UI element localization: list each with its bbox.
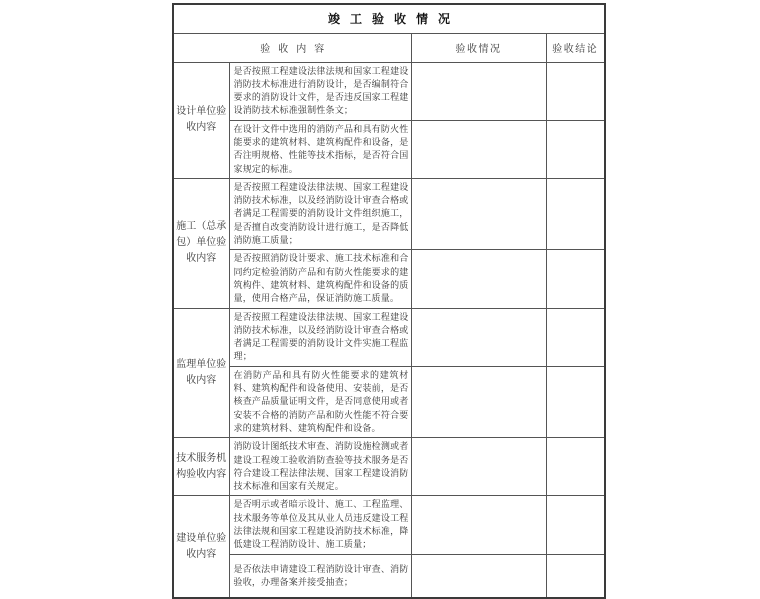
conclusion-cell xyxy=(546,438,605,496)
acceptance-item-text: 是否依法申请建设工程消防设计审查、消防验收，办理备案并接受抽查； xyxy=(229,554,411,598)
column-header-acceptance-content: 验收内容 xyxy=(173,33,411,62)
acceptance-item-text: 是否明示或者暗示设计、施工、工程监理、技术服务等单位及其从业人员违反建设工程法律法规和国家工程建设消防技术标准，降低建设工程消防设计、施工质量； xyxy=(229,496,411,554)
conclusion-cell xyxy=(546,554,605,598)
category-cell-technical-service-org: 技术服务机构验收内容 xyxy=(173,438,229,496)
conclusion-cell xyxy=(546,496,605,554)
acceptance-table xyxy=(172,3,606,599)
status-cell xyxy=(411,554,546,598)
document-title: 竣工验收情况 xyxy=(173,4,605,33)
status-cell xyxy=(411,438,546,496)
conclusion-cell xyxy=(546,308,605,366)
acceptance-item-text: 消防设计图纸技术审查、消防设施检测或者建设工程竣工验收消防查验等技术服务是否符合建设工程法律法规、国家工程建设消防技术标准和国家有关规定。 xyxy=(229,438,411,496)
column-header-acceptance-conclusion: 验收结论 xyxy=(546,33,605,62)
conclusion-cell xyxy=(546,178,605,249)
acceptance-item-text: 在消防产品和具有防火性能要求的建筑材料、建筑构配件和设备使用、安装前，是否核查产品质量证明文件，是否同意使用或者安装不合格的消防产品和防火性能不符合要求的建筑材料、建筑构配件和设备。 xyxy=(229,366,411,437)
conclusion-cell xyxy=(546,62,605,120)
conclusion-cell xyxy=(546,250,605,308)
conclusion-cell xyxy=(546,120,605,178)
acceptance-item-text: 是否按照工程建设法律法规和国家工程建设消防技术标准进行消防设计，是否编制符合要求的消防设计文件，是否违反国家工程建设消防技术标准强制性条文； xyxy=(229,62,411,120)
acceptance-item-text: 是否按照工程建设法律法规、国家工程建设消防技术标准，以及经消防设计审查合格或者满足工程需要的消防设计文件实施工程监理； xyxy=(229,308,411,366)
status-cell xyxy=(411,120,546,178)
status-cell xyxy=(411,250,546,308)
status-cell xyxy=(411,178,546,249)
column-header-acceptance-status: 验收情况 xyxy=(411,33,546,62)
status-cell xyxy=(411,308,546,366)
status-cell xyxy=(411,62,546,120)
category-cell-supervision-unit: 监理单位验收内容 xyxy=(173,308,229,438)
category-cell-design-unit: 设计单位验收内容 xyxy=(173,62,229,178)
acceptance-item-text: 在设计文件中选用的消防产品和具有防火性能要求的建筑材料、建筑构配件和设备，是否注明规格、性能等技术指标，是否符合国家规定的标准。 xyxy=(229,120,411,178)
category-cell-construction-contractor-unit: 施工（总承包）单位验收内容 xyxy=(173,178,229,308)
conclusion-cell xyxy=(546,366,605,437)
category-cell-client-unit: 建设单位验收内容 xyxy=(173,496,229,598)
acceptance-item-text: 是否按照消防设计要求、施工技术标准和合同约定检验消防产品和有防火性能要求的建筑构件、建筑材料、建筑构配件和设备的质量，使用合格产品，保证消防施工质量。 xyxy=(229,250,411,308)
status-cell xyxy=(411,496,546,554)
status-cell xyxy=(411,366,546,437)
acceptance-item-text: 是否按照工程建设法律法规、国家工程建设消防技术标准，以及经消防设计审查合格或者满足工程需要的消防设计文件组织施工，是否擅自改变消防设计进行施工，是否降低消防施工质量； xyxy=(229,178,411,249)
